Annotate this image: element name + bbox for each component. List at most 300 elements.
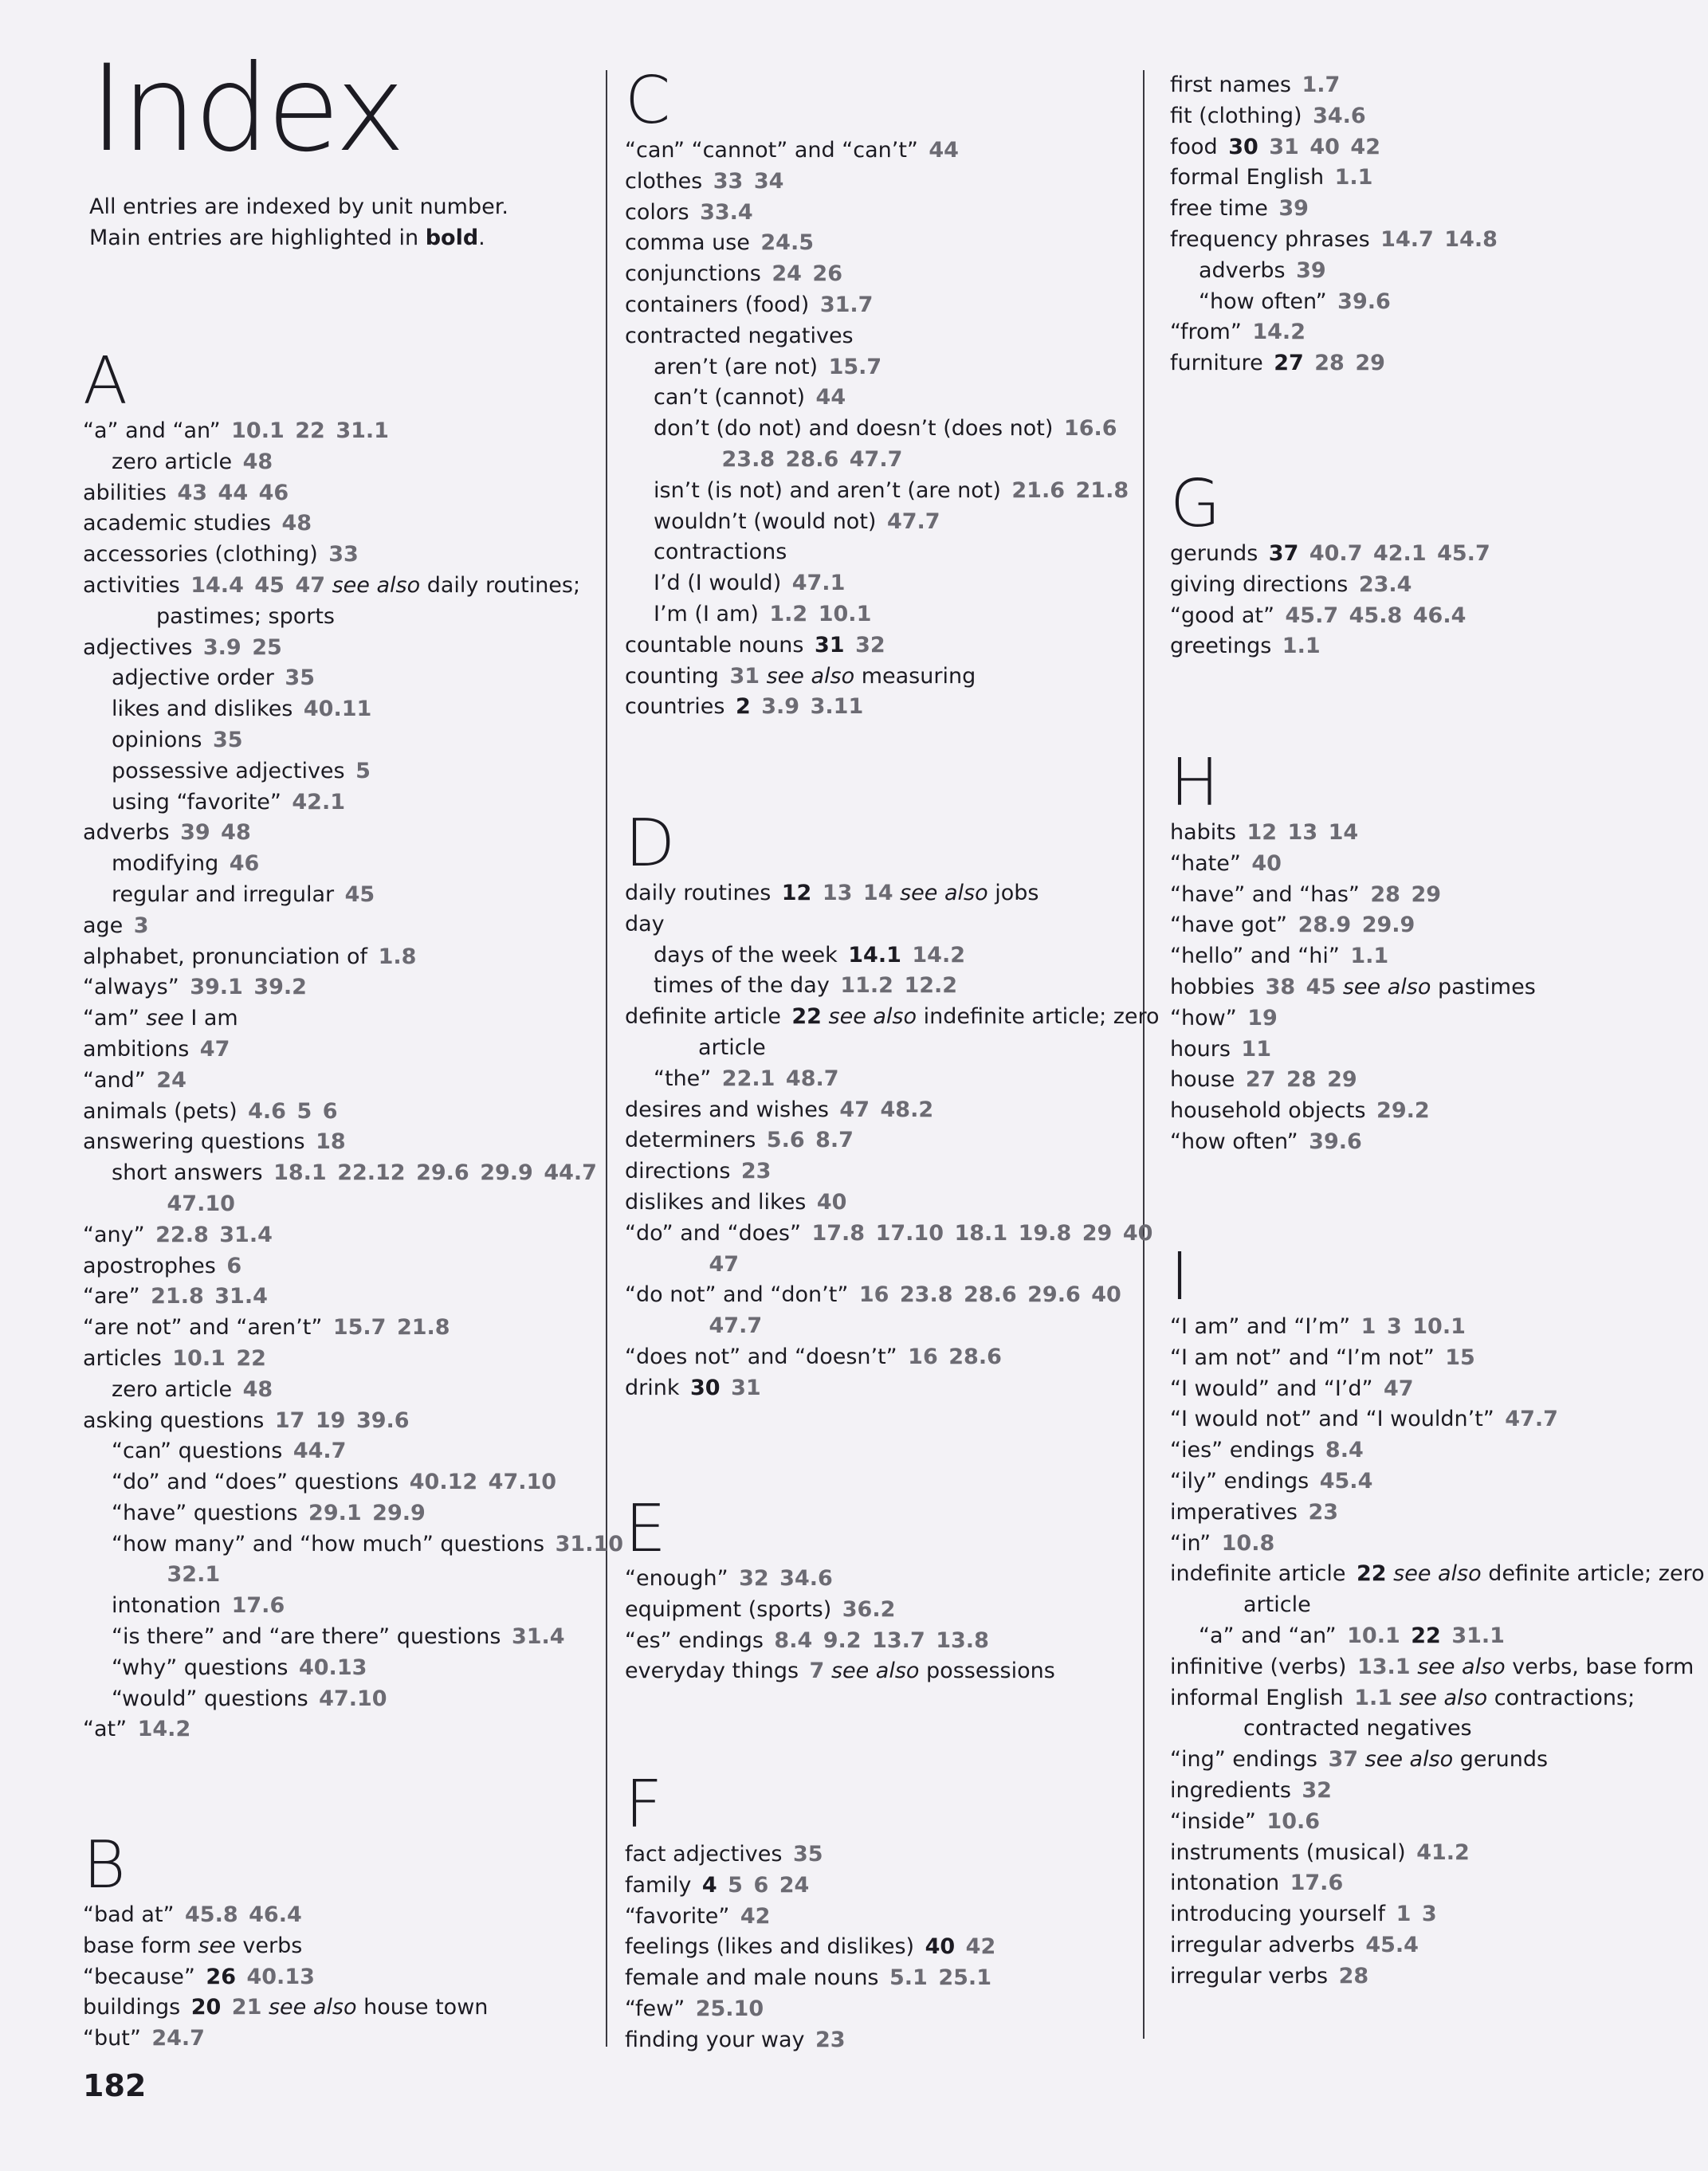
unit-number: 29 bbox=[1355, 351, 1385, 376]
unit-number: 13 bbox=[1287, 820, 1318, 845]
entry-term: zero article bbox=[112, 449, 233, 474]
see-also-label: see also bbox=[268, 1995, 357, 2020]
index-entry bbox=[83, 1931, 488, 1962]
index-entry bbox=[83, 1684, 623, 1715]
section-h bbox=[1170, 745, 1536, 1158]
index-entry bbox=[83, 1158, 623, 1189]
unit-number: 45.8 bbox=[1349, 603, 1403, 628]
unit-number: 3 bbox=[133, 913, 149, 938]
unit-number: 29.9 bbox=[372, 1500, 426, 1525]
unit-number: 48.2 bbox=[880, 1097, 934, 1122]
unit-number: 10.8 bbox=[1221, 1530, 1275, 1556]
entry-term: apostrophes bbox=[83, 1253, 216, 1278]
entry-term: imperatives bbox=[1170, 1499, 1298, 1525]
entry-term: animals (pets) bbox=[83, 1098, 238, 1124]
see-also-label: see also bbox=[1342, 974, 1431, 999]
unit-number: 1.1 bbox=[1354, 1685, 1393, 1710]
entry-term: free time bbox=[1170, 196, 1268, 222]
entry-term: “how often” bbox=[1199, 289, 1327, 314]
entry-term: first names bbox=[1170, 73, 1291, 97]
entry-term: greetings bbox=[1170, 634, 1272, 659]
entry-term: comma use bbox=[625, 230, 750, 256]
see-also-label: see also bbox=[1393, 1561, 1482, 1587]
entry-term: article bbox=[698, 1034, 766, 1060]
unit-number: 11.2 bbox=[840, 973, 893, 999]
entry-term: fit (clothing) bbox=[1170, 103, 1302, 128]
unit-number: 24.7 bbox=[151, 2026, 205, 2051]
entry-term: ambitions bbox=[83, 1036, 190, 1062]
index-entry bbox=[1170, 132, 1498, 163]
index-entry bbox=[625, 2025, 995, 2056]
entry-term: intonation bbox=[112, 1593, 222, 1619]
index-entry bbox=[625, 290, 1129, 321]
entry-term: “ily” endings bbox=[1170, 1468, 1309, 1494]
index-entry bbox=[625, 1280, 1160, 1311]
unit-number: 31.7 bbox=[819, 292, 874, 317]
index-entry bbox=[625, 1373, 1160, 1404]
entry-term: “have” and “has” bbox=[1170, 881, 1360, 907]
unit-number: 42.1 bbox=[1372, 541, 1427, 566]
index-entry bbox=[83, 1034, 623, 1066]
entry-term: “I would” and “I’d” bbox=[1170, 1376, 1373, 1401]
unit-number: 8.4 bbox=[774, 1627, 813, 1653]
unit-number: 29.2 bbox=[1376, 1098, 1430, 1124]
unit-number: 22.8 bbox=[155, 1222, 209, 1247]
unit-number: 22.12 bbox=[337, 1160, 406, 1186]
index-entry bbox=[625, 878, 1160, 909]
index-entry bbox=[83, 1127, 623, 1158]
section-f bbox=[625, 1767, 996, 2056]
entry-term: opinions bbox=[112, 727, 202, 752]
unit-number: 42 bbox=[740, 1903, 771, 1929]
unit-number: 18.1 bbox=[273, 1160, 327, 1186]
unit-number: 21.6 bbox=[1011, 477, 1066, 503]
unit-number: 3.11 bbox=[810, 694, 864, 720]
unit-number: 22 bbox=[236, 1345, 266, 1371]
unit-number: 28.6 bbox=[964, 1282, 1017, 1308]
unit-number: 14.2 bbox=[137, 1717, 191, 1742]
cross-reference: verbs bbox=[242, 1933, 303, 1958]
index-entry bbox=[83, 818, 623, 849]
unit-number: 42.1 bbox=[292, 789, 346, 815]
entry-term: activities bbox=[83, 572, 180, 598]
unit-number: 14.7 bbox=[1380, 226, 1434, 252]
entry-term: household objects bbox=[1170, 1098, 1366, 1124]
index-entry bbox=[625, 1250, 1160, 1281]
entry-term: directions bbox=[625, 1159, 731, 1184]
unit-number: 40 bbox=[1251, 850, 1282, 876]
unit-number: 1.7 bbox=[1302, 73, 1341, 97]
main-unit-number: 30 bbox=[1228, 134, 1258, 159]
entry-term: age bbox=[83, 913, 124, 938]
entry-term: dislikes and likes bbox=[625, 1189, 807, 1215]
index-entry bbox=[625, 662, 1129, 693]
unit-number: 31 bbox=[1269, 134, 1299, 159]
entry-term: “from” bbox=[1170, 320, 1242, 345]
index-entry bbox=[1170, 1435, 1705, 1466]
unit-number: 19 bbox=[1247, 1005, 1278, 1031]
unit-number: 47 bbox=[1384, 1376, 1414, 1401]
intro-note bbox=[89, 191, 508, 253]
entry-term: formal English bbox=[1170, 165, 1325, 190]
cross-reference: gerunds bbox=[1459, 1747, 1549, 1773]
unit-number: 22 bbox=[295, 418, 325, 443]
entry-term: “are not” and “aren’t” bbox=[83, 1315, 323, 1341]
unit-number: 31 bbox=[731, 1375, 761, 1400]
index-entry bbox=[1170, 601, 1490, 632]
unit-number: 40 bbox=[1091, 1282, 1121, 1308]
entry-term: desires and wishes bbox=[625, 1097, 829, 1122]
index-entry bbox=[625, 568, 1129, 599]
index-entry bbox=[83, 1313, 623, 1344]
unit-number: 47.1 bbox=[791, 571, 846, 596]
entry-term: determiners bbox=[625, 1128, 756, 1153]
index-entry bbox=[1170, 287, 1498, 318]
index-entry bbox=[1170, 163, 1498, 194]
index-entry bbox=[83, 1714, 623, 1745]
unit-number: 5.6 bbox=[766, 1128, 805, 1153]
unit-number: 32.1 bbox=[167, 1562, 221, 1588]
unit-number: 29.1 bbox=[308, 1500, 362, 1525]
index-entry bbox=[1170, 570, 1490, 601]
unit-number: 12.2 bbox=[904, 973, 958, 999]
entry-term: likes and dislikes bbox=[112, 697, 293, 722]
entry-term: ingredients bbox=[1170, 1777, 1291, 1803]
index-entry bbox=[625, 1095, 1160, 1126]
unit-number: 21.8 bbox=[396, 1315, 450, 1341]
entry-term: “ies” endings bbox=[1170, 1438, 1315, 1463]
unit-number: 14.2 bbox=[912, 942, 966, 968]
see-also-label: see also bbox=[900, 881, 988, 905]
entry-term: “I am not” and “I’m not” bbox=[1170, 1345, 1435, 1370]
index-entry bbox=[1170, 1930, 1705, 1961]
main-unit-number: 4 bbox=[701, 1872, 717, 1898]
unit-number: 47.7 bbox=[849, 446, 903, 472]
see-also-label: see also bbox=[332, 572, 421, 598]
index-entry bbox=[625, 1219, 1160, 1250]
entry-term: regular and irregular bbox=[112, 881, 335, 907]
section-letter: B bbox=[83, 1827, 126, 1903]
entry-term: “at” bbox=[83, 1717, 128, 1742]
index-entry bbox=[625, 940, 1160, 972]
unit-number: 48 bbox=[281, 511, 312, 536]
index-entry bbox=[625, 1342, 1160, 1373]
entry-term: irregular verbs bbox=[1170, 1963, 1329, 1988]
entry-term: don’t (do not) and doesn’t (does not) bbox=[654, 416, 1054, 442]
unit-number: 26 bbox=[812, 261, 842, 287]
entry-term: clothes bbox=[625, 168, 703, 194]
entry-term: “in” bbox=[1170, 1530, 1211, 1556]
unit-number: 24 bbox=[156, 1067, 187, 1093]
unit-number: 1.1 bbox=[1350, 944, 1389, 969]
unit-number: 33 bbox=[713, 168, 744, 194]
unit-number: 45.4 bbox=[1365, 1932, 1419, 1957]
index-entry bbox=[1170, 1683, 1705, 1714]
index-entry bbox=[83, 1251, 623, 1282]
see-also-label: see also bbox=[1364, 1747, 1454, 1773]
entry-term: asking questions bbox=[83, 1407, 265, 1433]
unit-number: 8.7 bbox=[815, 1128, 854, 1153]
entry-term: articles bbox=[83, 1345, 162, 1371]
index-entry bbox=[1170, 70, 1498, 101]
index-entry bbox=[625, 1033, 1160, 1064]
unit-number: 47 bbox=[295, 572, 326, 598]
index-entry bbox=[625, 1311, 1160, 1342]
cross-reference: house town bbox=[363, 1995, 489, 2020]
unit-number: 10.1 bbox=[1347, 1623, 1400, 1648]
index-entry bbox=[625, 1564, 1055, 1595]
index-entry bbox=[1170, 1374, 1705, 1405]
entry-term: “how” bbox=[1170, 1005, 1237, 1031]
entry-term: accessories (clothing) bbox=[83, 542, 318, 567]
entry-term: possessive adjectives bbox=[112, 758, 345, 783]
cross-reference: indefinite article; zero bbox=[923, 1004, 1160, 1030]
unit-number: 4.6 bbox=[248, 1098, 286, 1124]
unit-number: 3.9 bbox=[202, 634, 241, 660]
unit-number: 6 bbox=[226, 1253, 242, 1278]
index-entry bbox=[625, 1871, 995, 1902]
entry-term: article bbox=[1243, 1592, 1311, 1618]
entry-term: times of the day bbox=[654, 973, 830, 999]
index-entry bbox=[625, 630, 1129, 662]
unit-number: 31.1 bbox=[336, 418, 389, 443]
unit-number: 18 bbox=[316, 1129, 346, 1155]
main-unit-number: 27 bbox=[1274, 351, 1304, 376]
index-entry bbox=[1170, 941, 1536, 972]
index-entry bbox=[1170, 1838, 1705, 1869]
index-entry bbox=[1170, 539, 1490, 570]
entry-term: wouldn’t (would not) bbox=[654, 508, 877, 534]
page-title: Index bbox=[89, 40, 402, 179]
cross-reference: contractions; bbox=[1494, 1685, 1635, 1710]
unit-number: 45 bbox=[1306, 974, 1337, 999]
entry-term: zero article bbox=[112, 1376, 233, 1402]
entry-term: hobbies bbox=[1170, 974, 1255, 999]
unit-number: 48.7 bbox=[785, 1066, 839, 1091]
index-entry bbox=[1170, 1034, 1536, 1066]
index-entry bbox=[1170, 1652, 1705, 1683]
unit-number: 1.8 bbox=[378, 944, 417, 969]
unit-number: 40 bbox=[1309, 134, 1340, 159]
entry-term: alphabet, pronunciation of bbox=[83, 944, 368, 969]
index-entry bbox=[83, 508, 623, 540]
unit-number: 18.1 bbox=[954, 1220, 1008, 1246]
entry-term: family bbox=[625, 1872, 692, 1898]
entry-term: “ing” endings bbox=[1170, 1747, 1317, 1773]
unit-number: 1 bbox=[1396, 1902, 1412, 1927]
index-entry bbox=[83, 1529, 623, 1561]
entry-term: “do” and “does” questions bbox=[112, 1470, 399, 1495]
unit-number: 34.6 bbox=[779, 1566, 833, 1591]
index-entry bbox=[1170, 317, 1498, 348]
entry-term: “have got” bbox=[1170, 913, 1288, 938]
unit-number: 15.7 bbox=[828, 354, 882, 379]
index-entry bbox=[1170, 1807, 1705, 1838]
unit-number: 13 bbox=[822, 881, 853, 905]
unit-number: 45 bbox=[344, 881, 375, 907]
entry-term: finding your way bbox=[625, 2027, 805, 2052]
entry-term: containers (food) bbox=[625, 292, 810, 317]
index-entry bbox=[625, 507, 1129, 538]
index-entry bbox=[1170, 880, 1536, 911]
entry-term: “bad at” bbox=[83, 1902, 175, 1927]
page-number: 182 bbox=[83, 2068, 147, 2103]
cross-reference: measuring bbox=[861, 663, 976, 689]
unit-number: 14.4 bbox=[190, 572, 244, 598]
entry-term: “es” endings bbox=[625, 1627, 764, 1653]
entry-term: intonation bbox=[1170, 1871, 1280, 1896]
index-entry bbox=[83, 787, 623, 819]
index-entry bbox=[83, 1066, 623, 1097]
index-entry bbox=[1170, 194, 1498, 225]
main-unit-number: 22 bbox=[791, 1004, 822, 1030]
index-entry bbox=[625, 414, 1129, 445]
unit-number: 24 bbox=[772, 261, 802, 287]
unit-number: 25 bbox=[252, 634, 282, 660]
index-entry bbox=[1170, 1529, 1705, 1560]
unit-number: 1 bbox=[1361, 1314, 1376, 1339]
unit-number: 14.2 bbox=[1252, 320, 1306, 345]
entry-term: “because” bbox=[83, 1964, 195, 1989]
unit-number: 17.8 bbox=[811, 1220, 866, 1246]
entry-term: short answers bbox=[112, 1160, 263, 1186]
unit-number: 6 bbox=[322, 1098, 338, 1124]
unit-number: 46.4 bbox=[1412, 603, 1467, 628]
unit-number: 31.4 bbox=[511, 1624, 565, 1650]
unit-number: 40.12 bbox=[409, 1470, 478, 1495]
unit-number: 14.8 bbox=[1444, 226, 1498, 252]
unit-number: 28 bbox=[1370, 881, 1400, 907]
unit-number: 5 bbox=[296, 1098, 312, 1124]
entry-term: “any” bbox=[83, 1222, 145, 1247]
entry-term: adverbs bbox=[1199, 257, 1286, 283]
entry-term: frequency phrases bbox=[1170, 226, 1370, 252]
index-entry bbox=[1170, 1498, 1705, 1529]
index-entry bbox=[625, 1595, 1055, 1626]
section-e bbox=[625, 1491, 1055, 1687]
entry-term: “enough” bbox=[625, 1566, 728, 1591]
unit-number: 39 bbox=[1278, 196, 1309, 222]
entry-term: “good at” bbox=[1170, 603, 1275, 628]
unit-number: 23.8 bbox=[721, 446, 775, 472]
unit-number: 40.7 bbox=[1309, 541, 1363, 566]
unit-number: 24.5 bbox=[760, 230, 815, 256]
unit-number: 6 bbox=[753, 1872, 769, 1898]
unit-number: 17.10 bbox=[875, 1220, 944, 1246]
unit-number: 5 bbox=[728, 1872, 743, 1898]
index-entry bbox=[625, 692, 1129, 723]
index-entry bbox=[1170, 972, 1536, 1003]
unit-number: 10.6 bbox=[1266, 1808, 1321, 1834]
entry-term: conjunctions bbox=[625, 261, 761, 287]
intro-bold-word: bold bbox=[425, 226, 479, 250]
unit-number: 32 bbox=[1302, 1777, 1332, 1803]
index-entry bbox=[1170, 1745, 1705, 1776]
entry-term: can’t (cannot) bbox=[654, 385, 806, 410]
index-entry bbox=[1170, 1096, 1536, 1127]
index-entry bbox=[1170, 1899, 1705, 1930]
entry-term: hours bbox=[1170, 1036, 1231, 1062]
unit-number: 35 bbox=[792, 1842, 823, 1867]
main-unit-number: 14.1 bbox=[848, 942, 901, 968]
entry-term: “can” “cannot” and “can’t” bbox=[625, 138, 918, 163]
unit-number: 48 bbox=[242, 449, 273, 474]
index-entry bbox=[83, 1653, 623, 1684]
unit-number: 47 bbox=[839, 1097, 870, 1122]
index-entry bbox=[83, 756, 623, 787]
entry-term: modifying bbox=[112, 851, 219, 877]
unit-number: 33.4 bbox=[700, 199, 753, 225]
unit-number: 14 bbox=[1328, 820, 1359, 845]
unit-number: 29.9 bbox=[480, 1160, 533, 1186]
entry-term: infinitive (verbs) bbox=[1170, 1654, 1347, 1679]
index-entry bbox=[1170, 849, 1536, 880]
unit-number: 14 bbox=[862, 881, 893, 905]
unit-number: 8.4 bbox=[1325, 1438, 1364, 1463]
unit-number: 7 bbox=[809, 1659, 825, 1684]
index-entry bbox=[625, 383, 1129, 414]
entry-term: introducing yourself bbox=[1170, 1902, 1386, 1927]
entry-term: irregular adverbs bbox=[1170, 1932, 1355, 1957]
section-c bbox=[625, 63, 1129, 723]
unit-number: 15.7 bbox=[332, 1315, 387, 1341]
unit-number: 33 bbox=[328, 542, 359, 567]
index-entry bbox=[83, 2024, 488, 2055]
entry-term: “but” bbox=[83, 2026, 141, 2051]
unit-number: 10.1 bbox=[231, 418, 285, 443]
entry-term: “why” questions bbox=[112, 1655, 289, 1680]
unit-number: 16 bbox=[858, 1282, 889, 1308]
entry-term: “a” and “an” bbox=[83, 418, 221, 443]
cross-reference: definite article; zero bbox=[1488, 1561, 1705, 1587]
unit-number: 10.1 bbox=[818, 601, 872, 626]
unit-number: 23 bbox=[815, 2027, 846, 2052]
index-entry bbox=[83, 1498, 623, 1529]
unit-number: 17.6 bbox=[1290, 1871, 1344, 1896]
unit-number: 34.6 bbox=[1313, 103, 1366, 128]
unit-number: 46 bbox=[258, 480, 289, 505]
index-entry bbox=[83, 1900, 488, 1931]
entry-term: “and” bbox=[83, 1067, 146, 1093]
intro-line-2-prefix: Main entries are highlighted in bbox=[89, 226, 426, 250]
unit-number: 42 bbox=[1350, 134, 1380, 159]
unit-number: 3.9 bbox=[761, 694, 800, 720]
entry-term: I’d (I would) bbox=[654, 571, 782, 596]
index-entry bbox=[1170, 101, 1498, 132]
index-entry bbox=[1170, 1559, 1705, 1590]
entry-term: base form bbox=[83, 1933, 191, 1958]
entry-term: “am” bbox=[83, 1006, 139, 1031]
entry-term: “have” questions bbox=[112, 1500, 298, 1525]
index-entry bbox=[1170, 1621, 1705, 1652]
index-entry bbox=[625, 537, 1129, 568]
index-entry bbox=[625, 1994, 995, 2025]
unit-number: 41.2 bbox=[1416, 1839, 1470, 1865]
unit-number: 35 bbox=[212, 727, 243, 752]
section-d bbox=[625, 806, 1160, 1404]
entry-term: instruments (musical) bbox=[1170, 1839, 1406, 1865]
unit-number: 39 bbox=[1296, 257, 1326, 283]
entry-term: contractions bbox=[654, 540, 787, 565]
unit-number: 32 bbox=[855, 632, 885, 658]
index-entry bbox=[1170, 1714, 1705, 1745]
index-entry bbox=[625, 1839, 995, 1871]
unit-number: 47 bbox=[709, 1251, 740, 1277]
entry-term: habits bbox=[1170, 820, 1236, 845]
index-entry bbox=[1170, 818, 1536, 849]
entry-term: isn’t (is not) and aren’t (are not) bbox=[654, 477, 1001, 503]
index-entry bbox=[83, 416, 623, 447]
